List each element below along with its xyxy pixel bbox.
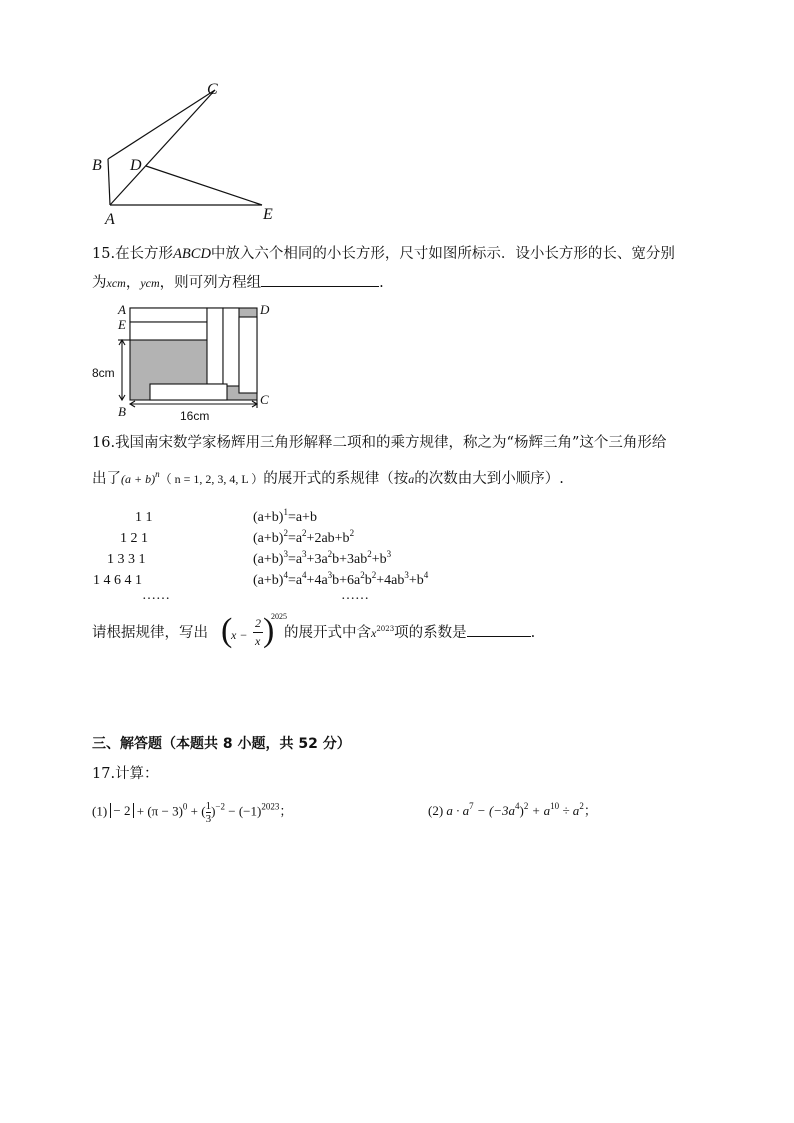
small-rect-2 [130,322,207,340]
q15-line1: 15.在长方形ABCD中放入六个相同的小长方形，尺寸如图所标示．设小长方形的长、宽分别 [92,246,675,262]
triangle-row-2: 1 2 1 [120,531,148,546]
small-rect-1 [130,308,207,322]
q16-question-tail: 的展开式中含$x^{2023}$项的系数是 . [284,622,535,644]
answer-blank-q16[interactable] [467,622,531,637]
expansion-1: $(a+b)^1=a+b$ [253,507,317,525]
q16-line2: 出了$(a + b)^n$（ n = 1, 2, 3, 4, L ）的展开式的系规律（按a的次数由大到小顺序）. [92,469,564,487]
q15-number: 15. [92,246,116,262]
small-rect-5 [239,317,257,393]
section-heading: 三、解答题（本题共 8 小题，共 52 分） [92,736,351,752]
triangle-row-4: 1 4 6 4 1 [93,573,142,588]
small-rect-6 [150,384,227,400]
label-e: E [263,206,273,223]
label-d: D [130,157,142,174]
expansion-2: $(a+b)^2=a^2+2ab+b^2$ [253,528,355,546]
svg-text:D: D [260,302,270,317]
svg-text:C: C [260,392,269,407]
binomial-expr: $(a + b)^n$ [121,469,160,486]
q16-line1: 16.我国南宋数学家杨辉用三角形解释二项和的乘方规律，称之为“杨辉三角”这个三角形给 [92,435,667,451]
segment-de [146,166,262,205]
triangle-row-1: 1 1 [135,510,153,525]
svg-text:E: E [118,317,126,332]
q16-question: 请根据规律，写出 [92,625,208,641]
q15-line2: 为xcm，ycm，则可列方程组 . [92,272,384,294]
expansion-3: $(a+b)^3=a^3+3a^2b+3ab^2+b^3$ [253,549,392,567]
segment-ab [108,159,110,205]
expression-power: ( x − 2 x ) 2025 [221,612,287,649]
q17-title: 17.计算： [92,766,159,782]
shaded-top-right [239,308,257,317]
small-rect-4 [223,308,239,386]
q16-number: 16. [92,435,116,451]
label-c: C [207,81,218,98]
triangle-row-3: 1 3 3 1 [107,552,146,567]
triangle-figure [85,72,295,230]
triangle-dots: …… [142,588,170,603]
height-label: 8cm [92,366,115,380]
rectangle-figure [92,300,282,424]
expansion-4: $(a+b)^4=a^4+4a^3b+6a^2b^2+4ab^3+b^4$ [253,570,429,588]
width-label: 16cm [180,409,210,423]
label-a: A [105,211,115,228]
svg-text:A: A [118,302,126,317]
q17-part1: $(1) - 2 + (\pi - 3)^0$ + ( $\frac{1}{3}$ )$^{-2} - (-1)^{2023}$； [92,800,293,825]
expansion-dots: …… [341,588,369,603]
svg-text:B: B [118,404,126,419]
q17-part2: (2) $a \cdot a^7 - (-3a^4)^2 + a^{10} \div a^2$； [428,801,597,818]
small-rect-3 [207,308,223,384]
answer-blank-q15[interactable] [261,272,379,287]
q17-number: 17. [92,766,116,782]
label-b: B [92,157,102,174]
